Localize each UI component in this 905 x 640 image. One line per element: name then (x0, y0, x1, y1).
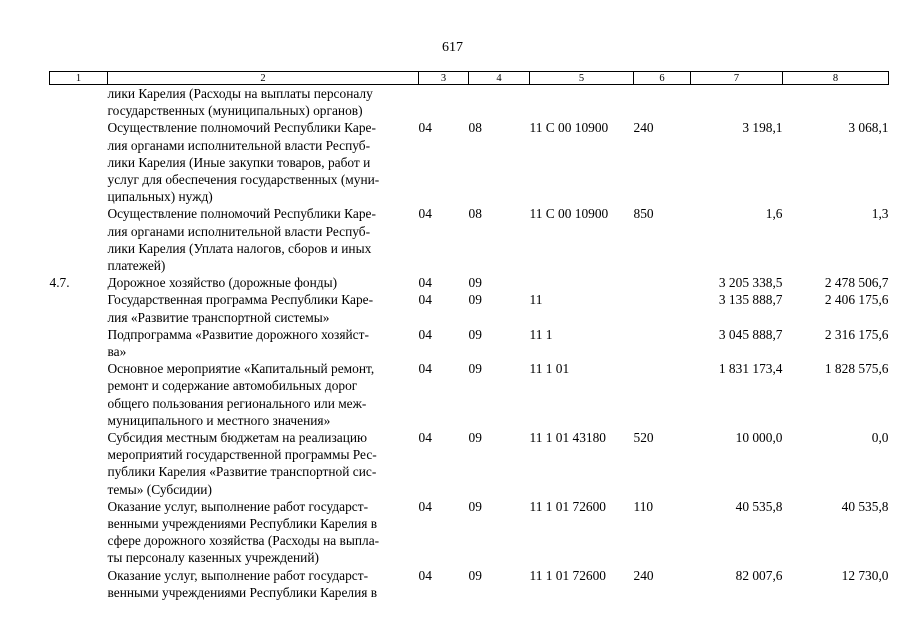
row-number-cell (50, 291, 108, 325)
row-number-cell (50, 85, 108, 120)
subsection-code-cell: 09 (468, 567, 482, 583)
row-name-line: лия «Развитие транспортной системы» (107, 309, 330, 325)
row-name-line: венными учреждениями Республики Карелия в (107, 516, 378, 532)
amount-year2-cell: 2 478 506,7 (824, 275, 889, 291)
row-name-line: услуг для обеспечения государственных (муни- (107, 172, 380, 188)
target-article-cell: 11 1 (529, 326, 553, 342)
expense-type-cell (634, 274, 691, 291)
row-name-cell (108, 498, 419, 567)
table-row (50, 85, 889, 120)
subsection-code-cell: 08 (468, 206, 482, 222)
row-number-cell (50, 429, 108, 498)
amount-year1-cell: 3 198,1 (742, 120, 783, 136)
header-col-4: 4 (469, 72, 530, 85)
amount-year2-cell: 12 730,0 (841, 567, 889, 583)
subsection-code-cell: 09 (468, 275, 482, 291)
row-name-cell (108, 326, 419, 360)
row-name-line: общего пользования регионального или меж- (107, 395, 367, 411)
row-number-cell (50, 498, 108, 567)
section-code-cell: 04 (418, 275, 432, 291)
table-row (50, 291, 889, 325)
row-name-cell (108, 360, 419, 429)
amount-year2-cell: 40 535,8 (841, 498, 889, 514)
amount-year2-cell (783, 85, 889, 120)
amount-year1-cell (691, 85, 783, 120)
header-col-8: 8 (783, 72, 889, 85)
row-name-line: муниципального и местного значения» (107, 412, 331, 428)
amount-year2-cell: 2 406 175,6 (824, 292, 889, 308)
section-code-cell: 04 (418, 206, 432, 222)
row-name-line: Оказание услуг, выполнение работ государст- (107, 498, 369, 514)
row-name-line: платежей) (107, 258, 166, 274)
section-code-cell: 04 (418, 120, 432, 136)
row-name-line: Дорожное хозяйство (дорожные фонды) (107, 275, 338, 291)
amount-year1-cell: 1 831 173,4 (718, 361, 783, 377)
subsection-code-cell: 09 (468, 326, 482, 342)
row-name-line: Субсидия местным бюджетам на реализацию (107, 430, 368, 446)
table-row (50, 360, 889, 429)
row-number-cell (50, 205, 108, 274)
row-name-line: государственных (муниципальных) органов) (107, 103, 363, 119)
subsection-code-cell: 08 (468, 120, 482, 136)
row-name-line: мероприятий государственной программы Рес- (107, 447, 377, 463)
subsection-code-cell: 09 (468, 361, 482, 377)
row-number-cell: 4.7. (49, 275, 70, 291)
amount-year2-cell: 2 316 175,6 (824, 326, 889, 342)
row-name-line: темы» (Субсидии) (107, 481, 212, 497)
row-name-line: лия органами исполнительной власти Респуб- (107, 137, 371, 153)
table-row (50, 274, 889, 291)
expense-type-cell (634, 291, 691, 325)
section-code-cell: 04 (418, 292, 432, 308)
expense-type-cell (634, 360, 691, 429)
expense-type-cell: 240 (633, 567, 654, 583)
expense-type-cell: 520 (633, 430, 654, 446)
amount-year2-cell: 3 068,1 (848, 120, 889, 136)
table-row (50, 567, 889, 601)
row-name-cell (108, 567, 419, 601)
section-code-cell: 04 (418, 430, 432, 446)
section-code-cell (419, 85, 469, 120)
target-article-cell: 11 1 01 72600 (529, 567, 606, 583)
target-article-cell (530, 85, 634, 120)
amount-year1-cell: 82 007,6 (735, 567, 783, 583)
table-row (50, 119, 889, 205)
row-number-cell (50, 567, 108, 601)
table-header (50, 72, 889, 85)
row-name-line: ва» (107, 344, 127, 360)
target-article-cell: 11 С 00 10900 (529, 206, 609, 222)
expense-type-cell (634, 85, 691, 120)
subsection-code-cell (469, 85, 530, 120)
row-name-cell (108, 291, 419, 325)
section-code-cell: 04 (418, 498, 432, 514)
table-row (50, 205, 889, 274)
row-name-line: лия органами исполнительной власти Респуб- (107, 223, 371, 239)
header-col-5: 5 (530, 72, 634, 85)
amount-year2-cell: 1 828 575,6 (824, 361, 889, 377)
section-code-cell: 04 (418, 361, 432, 377)
row-name-line: лики Карелия (Уплата налогов, сборов и иных (107, 240, 372, 256)
row-name-line: ты персоналу казенных учреждений) (107, 550, 319, 566)
header-col-2: 2 (108, 72, 419, 85)
amount-year1-cell: 3 135 888,7 (718, 292, 783, 308)
expense-type-cell (634, 326, 691, 360)
target-article-cell: 11 1 01 43180 (529, 430, 606, 446)
table-row (50, 498, 889, 567)
amount-year1-cell: 1,6 (765, 206, 783, 222)
target-article-cell: 11 1 01 (529, 361, 570, 377)
expense-type-cell: 850 (633, 206, 654, 222)
row-name-line: Осуществление полномочий Республики Каре- (107, 120, 376, 136)
table-body (50, 85, 889, 602)
amount-year2-cell: 1,3 (871, 206, 889, 222)
row-name-cell (108, 274, 419, 291)
row-name-line: публики Карелия «Развитие транспортной сис- (107, 464, 377, 480)
row-name-cell (108, 205, 419, 274)
row-name-line: ципальных) нужд) (107, 189, 213, 205)
target-article-cell: 11 С 00 10900 (529, 120, 609, 136)
section-code-cell: 04 (418, 567, 432, 583)
amount-year2-cell: 0,0 (871, 430, 889, 446)
header-col-6: 6 (634, 72, 691, 85)
row-number-cell (50, 326, 108, 360)
target-article-cell (530, 274, 634, 291)
row-name-line: Подпрограмма «Развитие дорожного хозяйст- (107, 326, 369, 342)
table-row (50, 326, 889, 360)
header-col-3: 3 (419, 72, 469, 85)
row-name-line: Осуществление полномочий Республики Каре- (107, 206, 376, 222)
table-row (50, 429, 889, 498)
row-name-line: Основное мероприятие «Капитальный ремонт, (107, 361, 375, 377)
row-name-line: венными учреждениями Республики Карелия в (107, 584, 378, 600)
page-number: 617 (442, 40, 463, 55)
target-article-cell: 11 1 01 72600 (529, 498, 606, 514)
row-number-cell (50, 360, 108, 429)
expense-type-cell: 110 (633, 498, 654, 514)
header-row (50, 72, 889, 85)
amount-year1-cell: 10 000,0 (735, 430, 783, 446)
target-article-cell: 11 (529, 292, 543, 308)
subsection-code-cell: 09 (468, 292, 482, 308)
amount-year1-cell: 40 535,8 (735, 498, 783, 514)
expense-type-cell: 240 (633, 120, 654, 136)
row-name-line: Государственная программа Республики Каре- (107, 292, 374, 308)
row-name-line: Оказание услуг, выполнение работ государст- (107, 567, 369, 583)
subsection-code-cell: 09 (468, 430, 482, 446)
row-name-cell (108, 85, 419, 120)
row-name-line: сфере дорожного хозяйства (Расходы на выпла- (107, 533, 380, 549)
row-name-line: лики Карелия (Иные закупки товаров, работ и (107, 154, 371, 170)
row-name-line: лики Карелия (Расходы на выплаты персоналу (107, 86, 373, 101)
row-name-cell (108, 429, 419, 498)
header-col-1: 1 (50, 72, 108, 85)
subsection-code-cell: 09 (468, 498, 482, 514)
amount-year1-cell: 3 045 888,7 (718, 326, 783, 342)
budget-table (49, 71, 889, 601)
row-number-cell (50, 119, 108, 205)
row-name-cell (108, 119, 419, 205)
section-code-cell: 04 (418, 326, 432, 342)
header-col-7: 7 (691, 72, 783, 85)
row-name-line: ремонт и содержание автомобильных дорог (107, 378, 358, 394)
amount-year1-cell: 3 205 338,5 (718, 275, 783, 291)
